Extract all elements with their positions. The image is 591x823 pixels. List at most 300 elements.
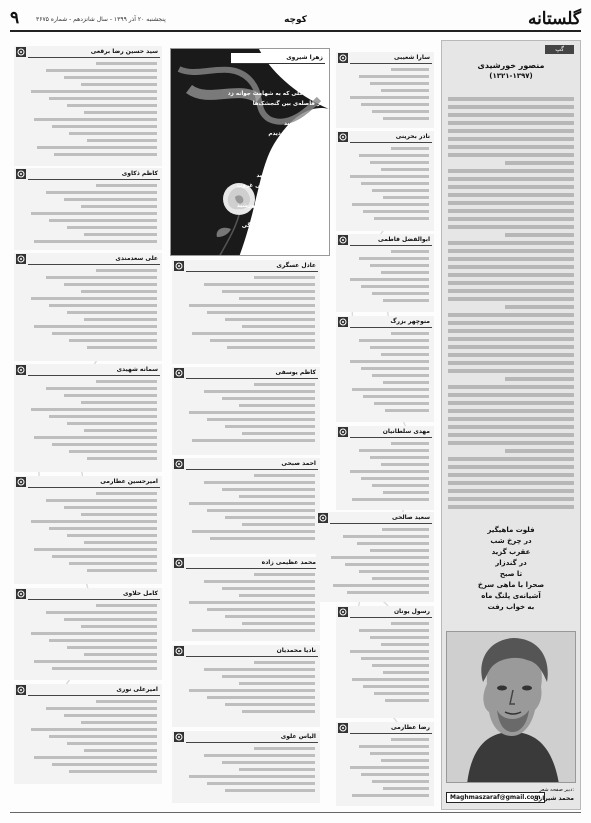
- text-line: [448, 217, 574, 221]
- feature-line: کسی!: [305, 111, 323, 117]
- text-line: [64, 714, 157, 717]
- text-line: [383, 671, 429, 674]
- text-line: [333, 584, 429, 587]
- section-title: کوچه: [284, 15, 307, 25]
- text-line: [448, 97, 574, 101]
- page-header: [10, 8, 581, 32]
- text-line: [227, 346, 315, 349]
- text-line: [52, 332, 157, 335]
- text-line: [359, 745, 429, 748]
- text-line: [391, 442, 429, 445]
- text-line: [361, 773, 429, 776]
- text-line: [34, 240, 157, 243]
- poem-line: در گندزار: [495, 559, 527, 567]
- text-line: [448, 297, 574, 301]
- text-line: [210, 339, 315, 342]
- text-line: [350, 650, 429, 653]
- feature-line: به حیاط سر انداختم: [268, 151, 323, 157]
- text-line: [69, 339, 157, 342]
- text-line: [448, 209, 574, 213]
- text-line: [391, 68, 429, 71]
- text-line: [383, 299, 429, 302]
- text-line: [67, 311, 157, 314]
- flower-icon: [16, 365, 26, 375]
- text-line: [352, 678, 429, 681]
- text-line: [192, 332, 315, 335]
- text-line: [372, 577, 429, 580]
- text-line: [239, 594, 315, 597]
- text-line: [448, 481, 574, 485]
- poem-box: [336, 316, 434, 422]
- text-line: [239, 495, 315, 498]
- text-line: [192, 439, 315, 442]
- text-line: [242, 325, 315, 328]
- text-line: [52, 763, 157, 766]
- poem-box: [172, 557, 320, 641]
- text-line: [359, 570, 429, 573]
- portrait-illustration: [447, 632, 576, 783]
- text-line: [363, 685, 429, 688]
- text-line: [254, 383, 315, 386]
- text-line: [448, 361, 574, 365]
- text-line: [363, 395, 429, 398]
- text-line: [361, 285, 429, 288]
- poet-portrait-photo: [446, 631, 576, 783]
- text-line: [381, 271, 429, 274]
- text-line: [52, 555, 157, 558]
- text-line: [370, 456, 429, 459]
- text-line: [391, 738, 429, 741]
- text-line: [64, 394, 157, 397]
- text-line: [448, 505, 574, 509]
- text-line: [34, 548, 157, 551]
- text-line: [448, 465, 574, 469]
- text-line: [254, 474, 315, 477]
- text-line: [352, 498, 429, 501]
- poem-title: کاظم ذکاوی: [28, 169, 160, 180]
- flower-icon: [16, 169, 26, 179]
- text-line: [64, 618, 157, 621]
- text-line: [448, 145, 574, 149]
- editor-credit-name: محمد شیرازی: [533, 795, 574, 802]
- text-line: [222, 290, 315, 293]
- text-line: [381, 353, 429, 356]
- poem-box: [172, 731, 320, 803]
- text-line: [242, 710, 315, 713]
- flower-icon: [338, 53, 348, 63]
- poem-title: محمد عظیمی زاده: [186, 558, 318, 569]
- poem-title: الیاس علوی: [186, 732, 318, 743]
- text-line: [448, 473, 574, 477]
- text-line: [385, 409, 429, 412]
- text-line: [448, 193, 574, 197]
- text-line: [448, 489, 574, 493]
- text-line: [222, 761, 315, 764]
- text-line: [31, 297, 157, 300]
- text-line: [189, 502, 315, 505]
- poet-years: (۱۳۲۱-۱۳۹۷): [489, 72, 533, 80]
- text-line: [67, 646, 157, 649]
- poem-title: عادل عسگری: [186, 261, 318, 272]
- poem-title: امیرحسین عطارمی: [28, 477, 160, 488]
- poem-title: رسول یونان: [350, 607, 432, 618]
- text-line: [46, 499, 157, 502]
- poem-text: [22, 269, 157, 359]
- text-line: [383, 381, 429, 384]
- feature-line: زندگی: [271, 213, 289, 219]
- text-line: [391, 332, 429, 335]
- poem-title: احمد صبحی: [186, 459, 318, 470]
- text-line: [84, 541, 157, 544]
- text-line: [448, 273, 574, 277]
- text-line: [192, 530, 315, 533]
- flower-icon: [338, 723, 348, 733]
- poem-text: [22, 184, 157, 248]
- text-line: [350, 766, 429, 769]
- poem-text: [22, 700, 157, 782]
- text-line: [448, 409, 574, 413]
- text-line: [357, 542, 429, 545]
- text-line: [361, 657, 429, 660]
- text-line: [448, 105, 574, 109]
- text-line: [67, 742, 157, 745]
- flower-icon: [174, 459, 184, 469]
- page-number: ۹: [10, 8, 20, 28]
- text-line: [46, 276, 157, 279]
- text-line: [84, 233, 157, 236]
- poem-line: در چرخ شب: [490, 537, 532, 545]
- text-line: [352, 388, 429, 391]
- text-line: [505, 305, 574, 309]
- text-line: [81, 83, 157, 86]
- text-line: [225, 615, 315, 618]
- flower-icon: [338, 427, 348, 437]
- text-line: [31, 632, 157, 635]
- poem-title: رضا عطارمی: [350, 723, 432, 734]
- text-line: [207, 418, 315, 421]
- text-line: [370, 752, 429, 755]
- text-line: [81, 290, 157, 293]
- text-line: [207, 509, 315, 512]
- text-line: [52, 125, 157, 128]
- text-line: [49, 415, 157, 418]
- poem-text: [344, 332, 429, 420]
- text-line: [448, 169, 574, 173]
- text-line: [239, 682, 315, 685]
- text-line: [69, 562, 157, 565]
- text-line: [383, 491, 429, 494]
- text-line: [361, 367, 429, 370]
- text-line: [448, 129, 574, 133]
- text-line: [31, 90, 157, 93]
- poem-title: سارا شعیبی: [350, 53, 432, 64]
- text-line: [54, 153, 157, 156]
- text-line: [64, 506, 157, 509]
- text-line: [52, 443, 157, 446]
- text-line: [192, 629, 315, 632]
- text-line: [87, 139, 157, 142]
- text-line: [87, 346, 157, 349]
- text-line: [34, 118, 157, 121]
- text-line: [448, 457, 574, 461]
- text-line: [204, 668, 315, 671]
- text-line: [34, 325, 157, 328]
- text-line: [242, 523, 315, 526]
- text-line: [383, 787, 429, 790]
- text-line: [207, 782, 315, 785]
- text-line: [31, 212, 157, 215]
- poem-text: [22, 604, 157, 678]
- text-line: [222, 488, 315, 491]
- text-line: [359, 449, 429, 452]
- text-line: [49, 304, 157, 307]
- poem-box: [172, 645, 320, 727]
- text-line: [448, 113, 574, 117]
- text-line: [84, 749, 157, 752]
- poem-title: نادیا محمدیان: [186, 646, 318, 657]
- text-line: [210, 537, 315, 540]
- text-line: [361, 103, 429, 106]
- text-line: [207, 608, 315, 611]
- text-line: [374, 402, 429, 405]
- text-line: [361, 477, 429, 480]
- text-line: [372, 189, 429, 192]
- flower-icon: [338, 607, 348, 617]
- poem-text: [344, 442, 429, 508]
- poem-title: علی سعدمندی: [28, 254, 160, 265]
- text-line: [64, 283, 157, 286]
- text-line: [448, 121, 574, 125]
- text-line: [374, 692, 429, 695]
- poem-line: آشیانه‌ی پلنگ ماه: [481, 592, 541, 600]
- flower-icon: [16, 47, 26, 57]
- poem-text: [22, 62, 157, 164]
- text-line: [69, 450, 157, 453]
- text-line: [242, 622, 315, 625]
- text-line: [385, 699, 429, 702]
- text-line: [81, 625, 157, 628]
- text-line: [222, 397, 315, 400]
- text-line: [225, 516, 315, 519]
- poem-line: فلوت ماهیگیر: [487, 526, 535, 534]
- flower-icon: [338, 132, 348, 142]
- poem-text: [180, 747, 315, 801]
- text-line: [448, 369, 574, 373]
- text-line: [448, 433, 574, 437]
- text-line: [448, 289, 574, 293]
- text-line: [370, 549, 429, 552]
- text-line: [448, 385, 574, 389]
- contact-email[interactable]: Maghmaszaraf@gmail.com: [446, 792, 545, 803]
- poem-title: مهدی سلطانیان: [350, 427, 432, 438]
- poem-box: [336, 234, 434, 312]
- poem-box: [336, 131, 434, 231]
- text-line: [383, 196, 429, 199]
- feature-line: شکفته گلی که به شهامت جوانه زد: [227, 91, 323, 97]
- text-line: [69, 770, 157, 773]
- poem-text: [180, 661, 315, 725]
- poem-text: [344, 68, 429, 126]
- text-line: [381, 89, 429, 92]
- flower-icon: [16, 477, 26, 487]
- text-line: [204, 283, 315, 286]
- sidebar-footer: [446, 787, 576, 805]
- sidebar-article-text: [448, 97, 574, 517]
- poem-box: [172, 367, 320, 455]
- text-line: [87, 569, 157, 572]
- poem-title: منوچهر بزرگ: [350, 317, 432, 328]
- poem-box: [316, 512, 434, 602]
- text-line: [31, 408, 157, 411]
- text-line: [372, 664, 429, 667]
- text-line: [64, 198, 157, 201]
- text-line: [372, 110, 429, 113]
- text-line: [222, 587, 315, 590]
- text-line: [225, 703, 315, 706]
- flower-icon: [174, 646, 184, 656]
- text-line: [254, 661, 315, 664]
- text-line: [381, 463, 429, 466]
- poem-title: سعید صالحی: [330, 513, 432, 524]
- text-line: [207, 311, 315, 314]
- poem-text: [344, 250, 429, 310]
- text-line: [448, 281, 574, 285]
- flower-icon: [16, 254, 26, 264]
- text-line: [204, 390, 315, 393]
- poem-text: [22, 380, 157, 470]
- poem-text: [344, 147, 429, 229]
- text-line: [239, 297, 315, 300]
- text-line: [448, 353, 574, 357]
- text-line: [49, 219, 157, 222]
- flower-icon: [16, 589, 26, 599]
- poem-box: [14, 588, 162, 680]
- flower-icon: [318, 513, 328, 523]
- sidebar-poem: [448, 525, 574, 613]
- text-line: [67, 104, 157, 107]
- text-line: [46, 191, 157, 194]
- text-line: [448, 321, 574, 325]
- text-line: [381, 759, 429, 762]
- poem-title: نادر بحرینی: [350, 132, 432, 143]
- text-line: [64, 76, 157, 79]
- poem-title: کاظم یوسفی: [186, 368, 318, 379]
- sidebar-poet-profile: [441, 40, 581, 810]
- text-line: [96, 700, 157, 703]
- text-line: [372, 780, 429, 783]
- feature-line: و بی‌کسی زندگی: [241, 223, 289, 229]
- feature-line: درد و درمان: [256, 193, 289, 199]
- text-line: [49, 735, 157, 738]
- text-line: [391, 622, 429, 625]
- text-line: [84, 318, 157, 321]
- flower-icon: [174, 368, 184, 378]
- poem-box: [172, 458, 320, 554]
- poem-box: [14, 168, 162, 250]
- flower-icon: [16, 685, 26, 695]
- text-line: [381, 168, 429, 171]
- flower-icon: [174, 558, 184, 568]
- text-line: [448, 337, 574, 341]
- text-line: [67, 422, 157, 425]
- poem-line: تا صبح: [499, 570, 523, 578]
- text-line: [343, 535, 429, 538]
- editor-credit-label: دبیر صفحه شعر:: [539, 787, 574, 793]
- text-line: [359, 154, 429, 157]
- text-line: [189, 689, 315, 692]
- text-line: [225, 318, 315, 321]
- issue-date: پنجشنبه ۲۰ آذر ۱۳۹۹ - سال شانزدهم - شماره ۳۶۷۵: [36, 16, 166, 23]
- poem-box: [172, 260, 320, 364]
- text-line: [352, 203, 429, 206]
- text-line: [81, 401, 157, 404]
- text-line: [448, 153, 574, 157]
- poem-text: [180, 276, 315, 362]
- text-line: [448, 393, 574, 397]
- text-line: [67, 534, 157, 537]
- text-line: [370, 82, 429, 85]
- text-line: [359, 339, 429, 342]
- text-line: [370, 264, 429, 267]
- text-line: [391, 147, 429, 150]
- text-line: [505, 449, 574, 453]
- flower-icon: [338, 235, 348, 245]
- text-line: [448, 249, 574, 253]
- text-line: [448, 329, 574, 333]
- text-line: [350, 96, 429, 99]
- poem-box: [14, 684, 162, 784]
- poem-box: [14, 476, 162, 584]
- text-line: [69, 132, 157, 135]
- poem-text: [324, 528, 429, 600]
- poem-line: به خواب رفت: [487, 603, 535, 611]
- text-line: [37, 146, 157, 149]
- text-line: [84, 429, 157, 432]
- text-line: [34, 756, 157, 759]
- text-line: [242, 432, 315, 435]
- text-line: [46, 387, 157, 390]
- text-line: [239, 768, 315, 771]
- poem-box: [336, 52, 434, 128]
- text-line: [222, 675, 315, 678]
- poem-line: صحرا با ماهی سرخ: [477, 581, 545, 589]
- feature-line: در فاصله‌ی بین گنجشک‌ها: [252, 101, 323, 107]
- text-line: [347, 591, 429, 594]
- feature-line: وآنجا آن خروار دیدم: [268, 131, 323, 137]
- text-line: [34, 436, 157, 439]
- poem-box: [336, 722, 434, 806]
- text-line: [448, 497, 574, 501]
- text-line: [96, 492, 157, 495]
- text-line: [81, 721, 157, 724]
- text-line: [381, 643, 429, 646]
- newspaper-logo: گلستانه: [527, 9, 581, 29]
- text-line: [505, 377, 574, 381]
- text-line: [350, 175, 429, 178]
- feature-line: در حیاط آبی غروب: [236, 183, 289, 189]
- flower-icon: [174, 261, 184, 271]
- text-line: [49, 639, 157, 642]
- text-line: [96, 604, 157, 607]
- text-line: [189, 304, 315, 307]
- text-line: [204, 754, 315, 757]
- text-line: [448, 201, 574, 205]
- text-line: [448, 241, 574, 245]
- text-line: [96, 380, 157, 383]
- text-line: [52, 667, 157, 670]
- text-line: [350, 470, 429, 473]
- text-line: [352, 794, 429, 797]
